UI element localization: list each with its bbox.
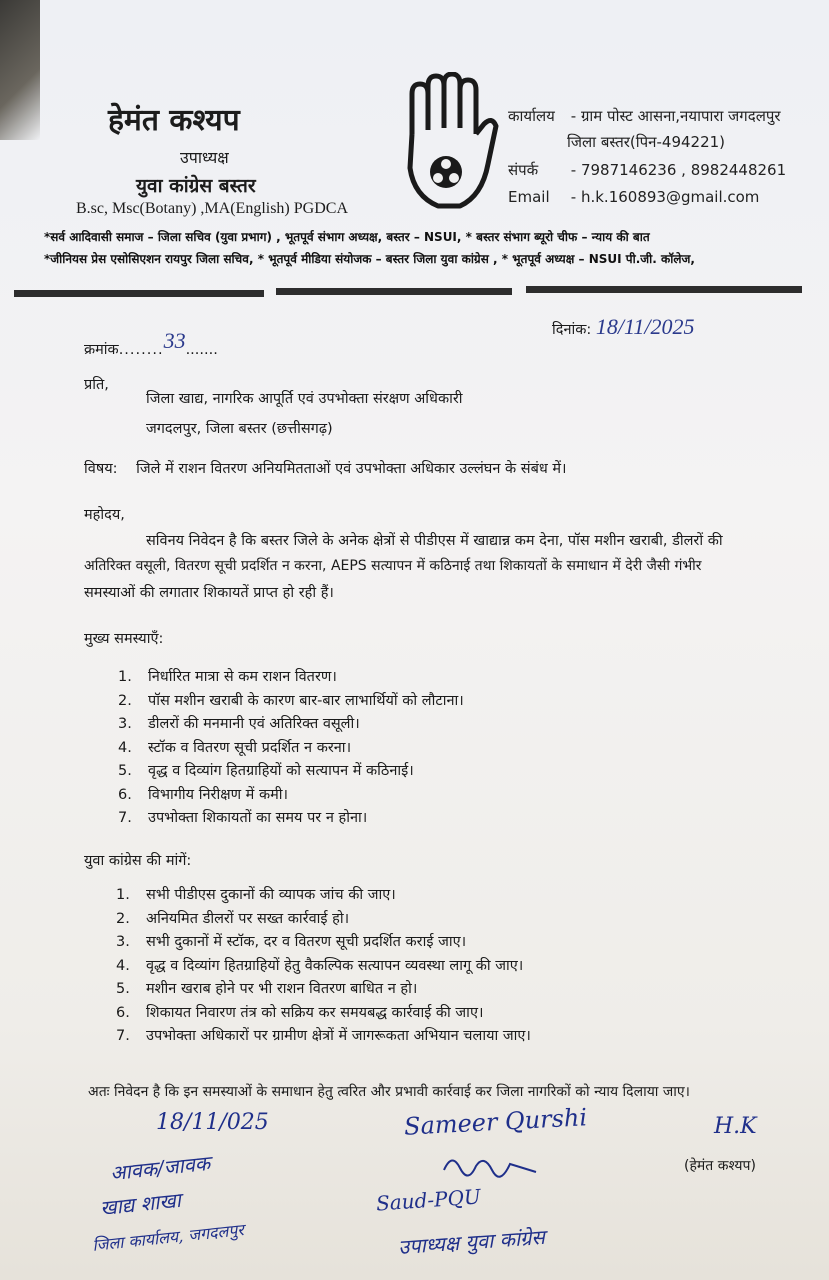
contact-label: संपर्क [508,161,539,179]
email-row [508,188,759,206]
list-item-number: 6. [116,1004,130,1021]
kramank-row: क्रमांक........33....... [84,328,218,358]
office-line1: - ग्राम पोस्ट आसना,नयापारा जगदलपुर [570,107,781,125]
office-line2: जिला बस्तर(पिन-494221) [567,133,726,151]
problems-heading: मुख्य समस्याएँ: [84,631,164,647]
list-item [118,737,351,757]
list-item-text: वृद्ध व दिव्यांग हितग्राहियों को सत्यापन में कठिनाई। [148,763,414,779]
list-item-text: विभागीय निरीक्षण में कमी। [148,786,289,803]
list-item-text: सभी पीडीएस दुकानों की व्यापक जांच की जाए। [146,887,396,903]
list-item-text: स्टॉक व वितरण सूची प्रदर्शित न करना। [148,739,352,756]
list-item-number: 3. [116,934,130,950]
list-item-text: डीलरों की मनमानी एवं अतिरिक्त वसूली। [148,716,360,732]
contact-numbers [508,160,786,180]
email-label: Email [508,188,550,206]
list-item-number: 3. [118,716,132,732]
subject-row [84,458,567,478]
list-item-number: 2. [116,910,130,927]
kramank-value: 33 [163,328,186,353]
signature-scribble [440,1148,540,1182]
list-item-number: 1. [118,669,132,685]
list-item-number: 4. [118,739,132,756]
list-item [118,760,414,780]
party-hand-logo [398,72,502,220]
signature-name2: Saud-PQU [375,1184,482,1216]
stamp-line2: खाद्य शाखा [99,1187,182,1221]
office-label: कार्यालय [508,107,555,125]
letterhead-organisation: युवा कांग्रेस बस्तर [136,175,256,197]
list-item [116,1025,531,1045]
list-item [118,807,367,827]
list-item-number: 6. [118,786,132,803]
intro-line3: समस्याओं की लगातार शिकायतें प्राप्त हो रही हैं। [84,585,334,601]
list-item [116,1002,483,1022]
intro-line1: सविनय निवेदन है कि बस्तर जिले के अनेक क्षेत्रों से पीडीएस में खाद्यान्न कम देना, पॉस मशीन खराबी, डीलरों की [146,533,723,549]
subject-label: विषय: [84,461,118,477]
list-item-number: 1. [116,887,130,903]
demands-heading: युवा कांग्रेस की मांगें: [84,853,192,869]
list-item [116,931,466,951]
list-item [116,884,396,904]
list-item [116,908,349,928]
addressee-line2: जगदलपुर, जिला बस्तर (छत्तीसगढ़) [146,421,333,437]
dinank-label: दिनांक: [552,322,592,338]
dinank-value: 18/11/2025 [595,314,695,339]
stamp-line3: जिला कार्यालय, जगदलपुर [91,1220,245,1255]
list-item-text: अनियमित डीलरों पर सख्त कार्रवाई हो। [146,910,350,927]
list-item [118,690,464,710]
list-item-text: मशीन खराब होने पर भी राशन वितरण बाधित न हो। [146,981,418,997]
intro-line2: अतिरिक्त वसूली, वितरण सूची प्रदर्शित न करना, AEPS सत्यापन में कठिनाई तथा शिकायतों के समाधान में देरी जैसी गंभीर [84,558,702,574]
contact-value: - 7987146236 , 8982448261 [570,161,787,179]
dinank-row [552,314,694,340]
prati: प्रति, [84,377,109,393]
paper-corner-shadow [0,0,40,140]
signatory-initials: H.K [714,1114,757,1139]
office-address [508,106,781,126]
letterhead-designation: उपाध्यक्ष [180,148,229,167]
roles-line-2: *जीनियस प्रेस एसोसिएशन रायपुर जिला सचिव, * भूतपूर्व मीडिया संयोजक – बस्तर जिला युवा कांग्रेस , * भूतपूर्व अध्यक्ष – NSUI पी.जी. कॉलेज, [44,252,695,266]
signature-name1: Sameer Qurshi [403,1103,588,1141]
letterhead-qualifications: B.sc, Msc(Botany) ,MA(English) PGDCA [76,200,348,217]
list-item-number: 5. [116,981,130,997]
email-value: - h.k.160893@gmail.com [570,188,760,206]
roles-line-1: *सर्व आदिवासी समाज – जिला सचिव (युवा प्रभाग) , भूतपूर्व संभाग अध्यक्ष, बस्तर – NSUI, * बस्तर संभाग ब्यूरो चीफ – न्याय की बात [44,230,650,244]
receipt-date: 18/11/025 [156,1110,269,1135]
list-item [118,713,360,733]
list-item-text: पॉस मशीन खराबी के कारण बार-बार लाभार्थियों को लौटाना। [148,692,464,709]
letterhead-name: हेमंत कश्यप [108,103,240,138]
list-item [116,978,417,998]
salutation: महोदय, [84,507,125,523]
list-item-number: 7. [116,1028,130,1044]
list-item-number: 4. [116,957,130,974]
list-item-text: उपभोक्ता अधिकारों पर ग्रामीण क्षेत्रों में जागरूकता अभियान चलाया जाए। [146,1028,531,1044]
header-rule-left [14,290,264,297]
list-item-text: उपभोक्ता शिकायतों का समय पर न होना। [148,810,368,826]
signature-role: उपाध्यक्ष युवा कांग्रेस [397,1224,546,1260]
addressee-line1: जिला खाद्य, नागरिक आपूर्ति एवं उपभोक्ता संरक्षण अधिकारी [146,391,463,407]
list-item-text: निर्धारित मात्रा से कम राशन वितरण। [148,669,337,685]
stamp-line1: आवक/जावक [109,1150,212,1186]
list-item [116,955,523,975]
closing-line: अतः निवेदन है कि इन समस्याओं के समाधान हेतु त्वरित और प्रभावी कार्रवाई कर जिला नागरिकों को न्याय दिलाया जाए। [88,1084,690,1100]
list-item-text: सभी दुकानों में स्टॉक, दर व वितरण सूची प्रदर्शित कराई जाए। [146,934,467,950]
list-item [118,784,288,804]
list-item-text: वृद्ध व दिव्यांग हितग्राहियों हेतु वैकल्पिक सत्यापन व्यवस्था लागू की जाए। [146,957,524,974]
kramank-label: क्रमांक [84,342,119,358]
header-rule-right [526,286,802,293]
list-item-text: शिकायत निवारण तंत्र को सक्रिय कर समयबद्ध कार्रवाई की जाए। [146,1004,484,1021]
list-item [118,666,337,686]
list-item-number: 2. [118,692,132,709]
list-item-number: 7. [118,810,132,826]
list-item-number: 5. [118,763,132,779]
signatory-name: (हेमंत कश्यप) [684,1158,756,1174]
header-rule-middle [276,288,512,295]
subject-text: जिले में राशन वितरण अनियमितताओं एवं उपभोक्ता अधिकार उल्लंघन के संबंध में। [136,461,567,477]
